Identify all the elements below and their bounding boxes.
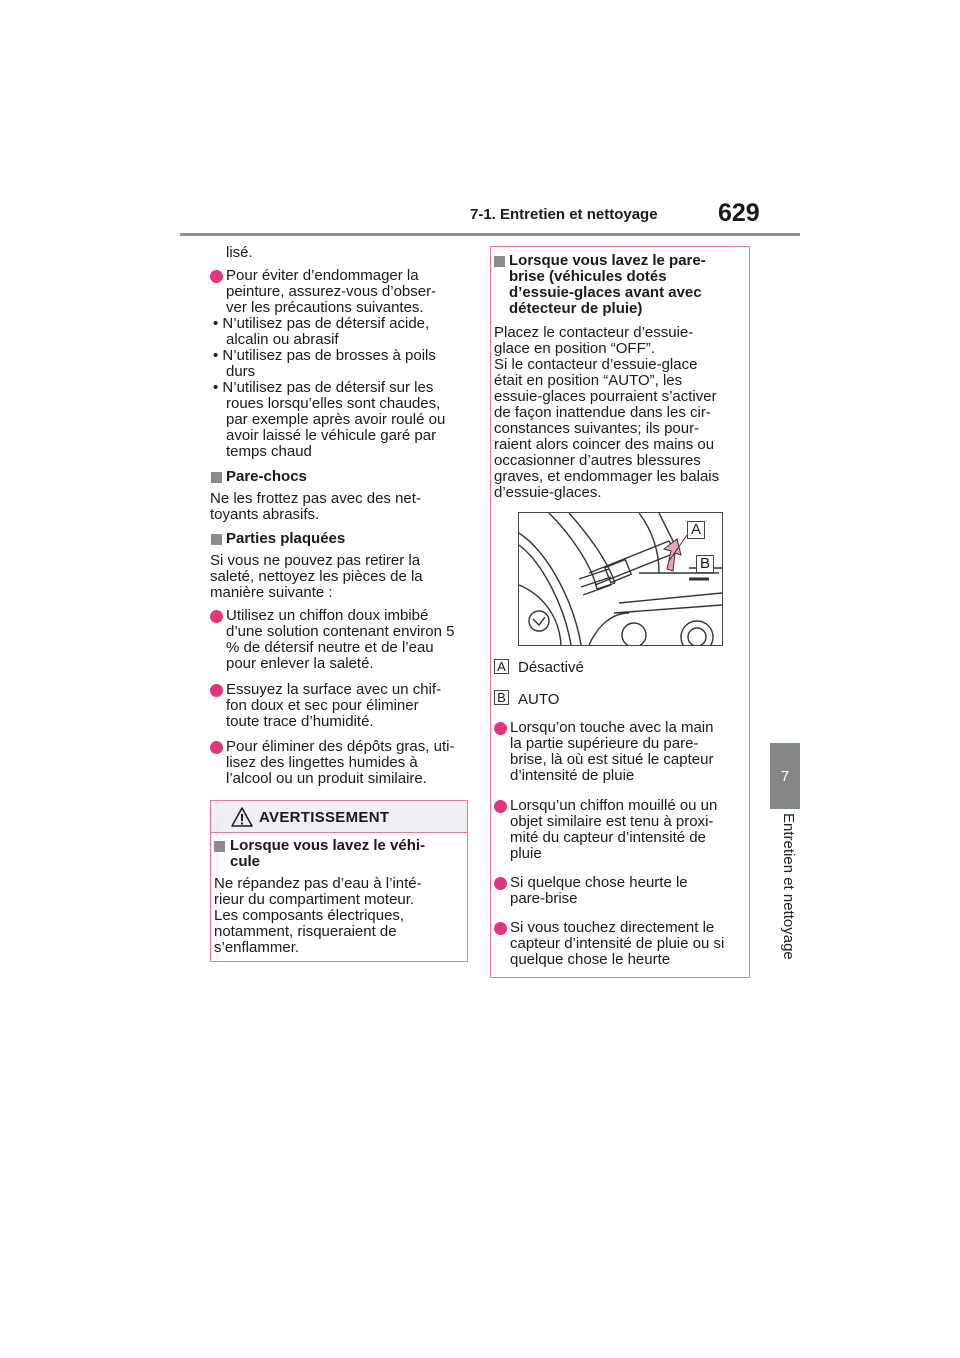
leader-lines [667,533,691,563]
warning-text: rieur du compartiment moteur. [214,891,415,908]
box-paragraph: occasionner d’autres blessures [494,452,701,469]
box-paragraph: graves, et endommager les balais [494,468,720,485]
bullet-text: d’une solution contenant environ 5 [226,623,455,640]
box-paragraph: constances suivantes; ils pour- [494,420,700,437]
warning-title: AVERTISSEMENT [259,809,390,826]
section-title: 7-1. Entretien et nettoyage [470,206,658,223]
warning-triangle-icon [231,807,253,827]
bullet-text: l’alcool ou un produit similaire. [226,770,427,787]
bullet-icon [494,800,507,813]
paragraph: saleté, nettoyez les pièces de la [210,568,423,585]
label-b: B [696,555,714,573]
box-heading: brise (véhicules dotés [509,268,667,285]
legend-a-box: A [494,659,509,674]
bullet-text: % de détersif neutre et de l’eau [226,639,434,656]
bullet-icon [210,741,223,754]
intro-line: lisé. [226,244,253,261]
subheading: Parties plaquées [226,530,346,547]
bullet-text: Si vous touchez directement le [510,919,715,936]
box-paragraph: glace en position “OFF”. [494,340,655,357]
warning-text: s’enflammer. [214,939,300,956]
dash-item: • N’utilisez pas de détersif acide, [213,315,430,332]
bullet-icon [494,877,507,890]
box-paragraph: Si le contacteur d’essuie-glace [494,356,698,373]
bullet-text: brise, là où est situé le capteur [510,751,714,768]
bullet-text: lisez des lingettes humides à [226,754,418,771]
box-heading: détecteur de pluie) [509,300,643,317]
warning-text: Ne répandez pas d’eau à l’inté- [214,875,422,892]
bullet-text: pour enlever la saleté. [226,655,374,672]
box-heading: d’essuie-glaces avant avec [509,284,702,301]
box-paragraph: d’essuie-glaces. [494,484,602,501]
subheading: Pare-chocs [226,468,307,485]
square-icon [494,256,505,267]
legend-b-text: AUTO [518,691,560,708]
warning-heading: cule [230,853,261,870]
bullet-text: la partie supérieure du pare- [510,735,699,752]
bullet-text: ver les précautions suivantes. [226,299,424,316]
box-paragraph: de façon inattendue dans les cir- [494,404,711,421]
bullet-text: mité du capteur d’intensité de [510,829,706,846]
legend-b-box: B [494,690,509,705]
wiper-switch-figure [518,512,723,646]
bullet-text: pluie [510,845,542,862]
square-icon [214,841,225,852]
dash-item: • N’utilisez pas de détersif sur les [213,379,434,396]
warning-text: notamment, risqueraient de [214,923,397,940]
bullet-text: d’intensité de pluie [510,767,635,784]
bullet-text: Lorsqu’un chiffon mouillé ou un [510,797,718,814]
box-paragraph: raient alors coincer des mains ou [494,436,715,453]
dash-item: roues lorsqu’elles sont chaudes, [226,395,441,412]
bullet-icon [494,922,507,935]
bullet-text: toute trace d’humidité. [226,713,374,730]
dash-item: • N’utilisez pas de brosses à poils [213,347,436,364]
bullet-text: quelque chose le heurte [510,951,671,968]
chapter-tab-number: 7 [770,743,800,809]
chapter-tab [770,809,800,1109]
paragraph: manière suivante : [210,584,333,601]
dash-item: avoir laissé le véhicule garé par [226,427,437,444]
bullet-text: fon doux et sec pour éliminer [226,697,419,714]
square-icon [211,534,222,545]
bullet-text: Lorsqu’on touche avec la main [510,719,714,736]
warning-header [211,801,467,833]
header-rule [180,233,800,236]
warning-box [210,800,468,962]
bullet-icon [494,722,507,735]
chapter-tab-label: Entretien et nettoyage [780,813,797,960]
box-paragraph: Placez le contacteur d’essuie- [494,324,694,341]
box-paragraph: était en position “AUTO”, les [494,372,683,389]
box-paragraph: essuie-glaces pourraient s’activer [494,388,717,405]
dash-item: durs [226,363,256,380]
bullet-icon [210,684,223,697]
bullet-text: peinture, assurez-vous d’obser- [226,283,437,300]
bullet-icon [210,270,223,283]
warning-heading: Lorsque vous lavez le véhi- [230,837,426,854]
bullet-text: Essuyez la surface avec un chif- [226,681,442,698]
box-heading: Lorsque vous lavez le pare- [509,252,706,269]
bullet-text: Pour éliminer des dépôts gras, uti- [226,738,455,755]
paragraph: Ne les frottez pas avec des net- [210,490,421,507]
page-number: 629 [718,199,760,227]
dash-item: par exemple après avoir roulé ou [226,411,446,428]
bullet-text: Si quelque chose heurte le [510,874,688,891]
bullet-icon [210,610,223,623]
bullet-text: capteur d’intensité de pluie ou si [510,935,725,952]
paragraph: toyants abrasifs. [210,506,320,523]
bullet-text: objet similaire est tenu à proxi- [510,813,714,830]
square-icon [211,472,222,483]
bullet-text: pare-brise [510,890,578,907]
label-a: A [687,521,705,539]
bullet-text: Utilisez un chiffon doux imbibé [226,607,429,624]
bullet-text: Pour éviter d’endommager la [226,267,419,284]
dash-item: temps chaud [226,443,312,460]
dash-item: alcalin ou abrasif [226,331,339,348]
warning-text: Les composants électriques, [214,907,405,924]
legend-a-text: Désactivé [518,659,584,676]
paragraph: Si vous ne pouvez pas retirer la [210,552,421,569]
